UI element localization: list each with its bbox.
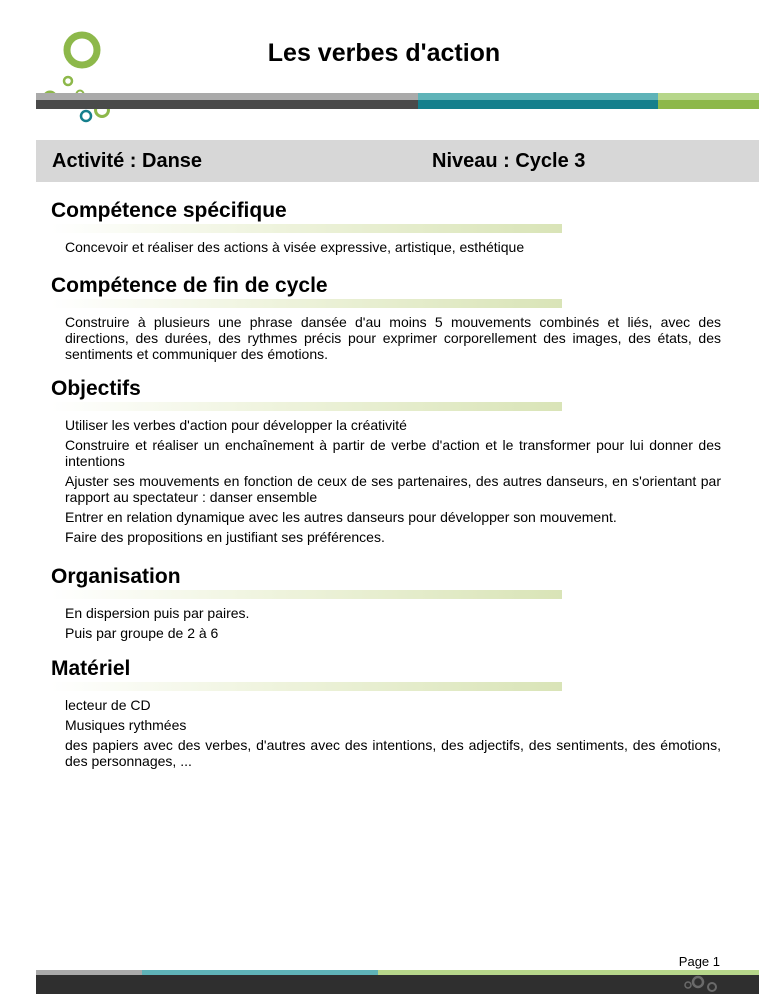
activity-band (36, 140, 759, 182)
level-label: Niveau : Cycle 3 (432, 150, 586, 172)
section-materiel (51, 656, 731, 773)
section-heading: Compétence de fin de cycle (51, 274, 328, 297)
section-organisation (51, 564, 731, 645)
section-heading: Matériel (51, 657, 131, 680)
list-item: Concevoir et réaliser des actions à visée expressive, artistique, esthétique (65, 239, 525, 255)
list-item: Puis par groupe de 2 à 6 (65, 625, 219, 641)
footer-logo-circles-icon (628, 975, 724, 994)
section-competence-fin-de-cycle (51, 273, 731, 366)
list-item: Construire à plusieurs une phrase dansée d'au moins 5 mouvements combinés et liés, avec des directions, des durées, des rythmes précis pour exprimer corporellement des images, des états, des sentiments et communiquer des émotions. (65, 314, 721, 362)
section-rule (51, 682, 562, 691)
list-item: Musiques rythmées (65, 717, 187, 733)
section-heading: Objectifs (51, 377, 141, 400)
section-rule (51, 402, 562, 411)
list-item: Ajuster ses mouvements en fonction de ceux de ses partenaires, des autres danseurs, en s'orientant par rapport au spectateur : danser ensemble (65, 473, 721, 505)
list-item: lecteur de CD (65, 697, 151, 713)
page-number: Page 1 (678, 954, 720, 969)
section-objectifs (51, 376, 731, 549)
section-rule (51, 224, 562, 233)
list-item: Entrer en relation dynamique avec les autres danseurs pour développer son mouvement. (65, 509, 617, 525)
header-color-bar (36, 93, 759, 109)
section-rule (51, 299, 562, 308)
list-item: En dispersion puis par paires. (65, 605, 250, 621)
list-item: Faire des propositions en justifiant ses préférences. (65, 529, 385, 545)
activity-label: Activité : Danse (52, 150, 203, 172)
section-rule (51, 590, 562, 599)
section-heading: Organisation (51, 565, 181, 588)
section-heading: Compétence spécifique (51, 199, 287, 222)
section-competence-specifique (51, 198, 731, 259)
document-title: Les verbes d'action (267, 39, 501, 67)
list-item: des papiers avec des verbes, d'autres avec des intentions, des adjectifs, des sentiments, des émotions, des personnages, ... (65, 737, 721, 769)
list-item: Utiliser les verbes d'action pour développer la créativité (65, 417, 407, 433)
list-item: Construire et réaliser un enchaînement à partir de verbe d'action et le transformer pour lui donner des intentions (65, 437, 721, 469)
